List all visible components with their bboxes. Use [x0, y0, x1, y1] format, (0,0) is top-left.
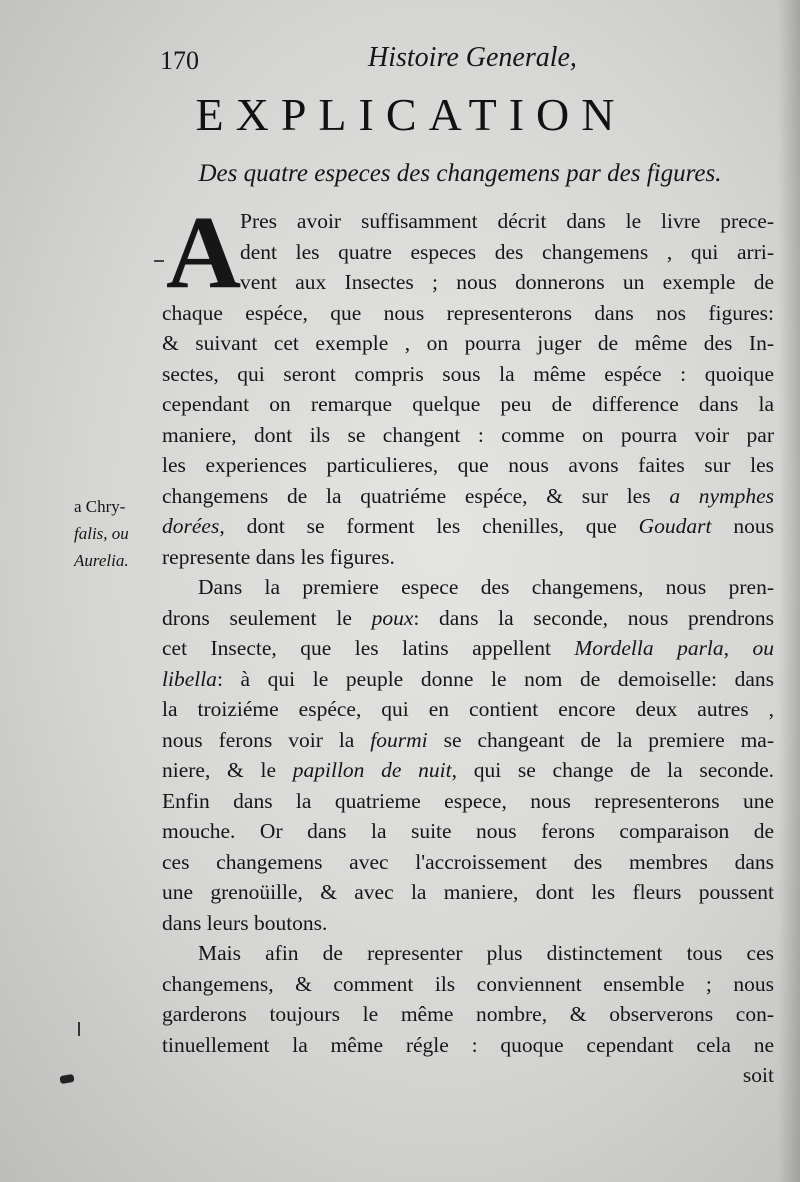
italic-term: fourmi	[370, 727, 428, 752]
text-line	[162, 603, 774, 634]
text-line	[162, 725, 774, 756]
text-line	[162, 755, 774, 786]
text-line: dans leurs boutons.	[162, 910, 328, 935]
text-line: cependant on remarque quelque peu de difference dans la	[162, 392, 774, 416]
paragraph-3	[162, 938, 774, 1091]
catchword: soit	[742, 1063, 774, 1087]
text-line: une grenoüille, & avec la maniere, dont les fleurs poussent	[162, 880, 774, 904]
paragraph-1	[162, 195, 775, 572]
text-segment: niere, & le	[162, 758, 277, 782]
text-segment: : dans la seconde, nous prendrons	[413, 605, 774, 630]
text-line: Dans la premiere espece des changemens, nous pren-	[198, 575, 774, 599]
text-line: la troiziéme espéce, qui en contient encore deux autres ,	[162, 697, 774, 721]
text-line: mouche. Or dans la suite nous ferons comparaison de	[162, 819, 774, 843]
text-segment: nous	[733, 514, 774, 538]
ink-smudge	[59, 1074, 74, 1084]
italic-term: ou	[752, 636, 775, 660]
page-gutter-shadow	[778, 0, 800, 1182]
margin-note-line: a Chry-	[74, 497, 126, 516]
italic-term: Mordella parla	[574, 636, 724, 660]
text-line: sectes, qui seront compris sous la même espéce : quoique	[162, 361, 774, 386]
text-line: & suivant cet exemple , on pourra juger de même des In-	[162, 331, 774, 355]
text-line	[162, 511, 774, 542]
text-line	[162, 633, 774, 664]
italic-term: dorées	[162, 514, 220, 538]
ink-mark	[78, 1022, 80, 1036]
text-line: ces changemens avec l'accroissement des membres dans	[162, 849, 774, 874]
text-line: garderons toujours le même nombre, & observerons con-	[162, 1002, 774, 1026]
text-line: vent aux Insectes ; nous donnerons un exemple de	[240, 270, 774, 294]
text-line: tinuellement la même régle : quoque cependant cela ne	[162, 1032, 774, 1057]
page-header	[160, 42, 760, 82]
running-head: Histoire Generale,	[368, 42, 577, 73]
text-line: Mais afin de representer plus distinctement tous ces	[198, 941, 774, 965]
text-segment: , dont se forment les chenilles, que	[219, 514, 617, 538]
margin-note-line: falis, ou	[74, 524, 129, 543]
italic-term: a nymphes	[669, 483, 775, 508]
text-line: maniere, dont ils se changent : comme on pourra voir par	[162, 422, 774, 447]
text-segment: , qui se change de la seconde.	[451, 758, 774, 782]
text-line: Pres avoir suffisamment décrit dans le livre prece-	[240, 209, 774, 233]
section-title: EXPLICATION	[195, 89, 627, 140]
text-line: chaque espéce, que nous representerons dans nos figures:	[162, 300, 774, 325]
page-number: 170	[160, 46, 199, 75]
text-segment: : à qui le peuple donne le nom de demoiselle: dans	[216, 666, 774, 691]
text-segment: ,	[723, 636, 730, 660]
text-segment: nous ferons voir la	[162, 727, 355, 752]
italic-term: poux	[371, 605, 414, 630]
paragraph-2	[162, 572, 774, 938]
section-subtitle: Des quatre especes des changemens par des figures.	[198, 160, 722, 187]
text-line	[162, 481, 774, 512]
drop-cap: A	[166, 195, 242, 310]
text-line: represente dans les figures.	[162, 544, 395, 569]
text-segment: drons seulement le	[162, 605, 352, 630]
text-segment: changemens de la quatriéme espéce, & sur les	[162, 483, 651, 508]
text-line: les experiences particulieres, que nous avons faites sur les	[162, 453, 774, 477]
text-line: changemens, & comment ils conviennent ensemble ; nous	[162, 971, 774, 996]
margin-note-line: Aurelia.	[74, 551, 129, 570]
text-line: dent les quatre especes des changemens , qui arri-	[240, 239, 774, 264]
text-segment: cet Insecte, que les latins appellent	[162, 636, 551, 660]
italic-name: Goudart	[638, 514, 712, 538]
margin-note	[74, 493, 162, 574]
text-line	[162, 664, 774, 695]
italic-term: libella	[162, 666, 217, 691]
body-text	[162, 195, 775, 1091]
text-line: Enfin dans la quatrieme espece, nous representerons une	[162, 788, 774, 813]
text-segment: se changeant de la premiere ma-	[443, 727, 775, 752]
italic-term: papillon de nuit	[292, 758, 452, 782]
